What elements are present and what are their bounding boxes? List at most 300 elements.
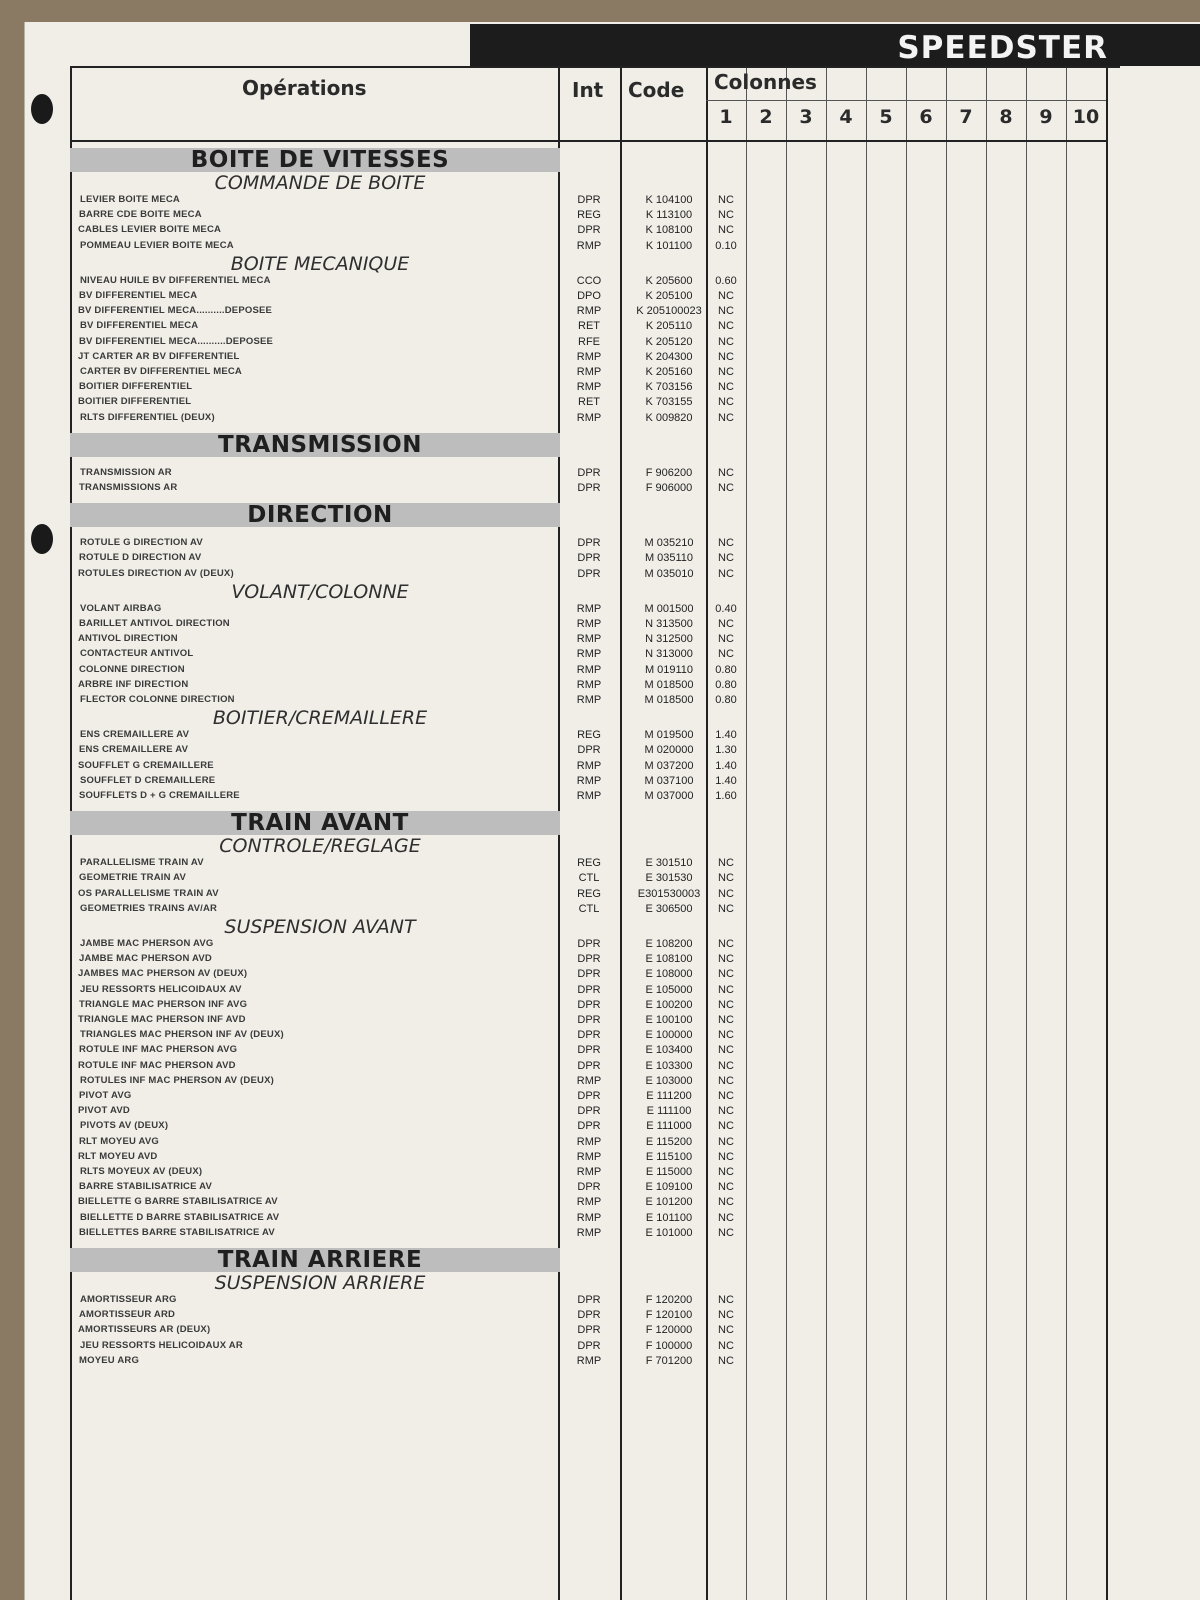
column-number-8: 8 bbox=[999, 106, 1013, 128]
operation-label: NIVEAU HUILE BV DIFFERENTIEL MECA bbox=[80, 274, 271, 286]
int-code: DPR bbox=[577, 567, 601, 580]
int-code: DPR bbox=[577, 968, 601, 981]
operation-code: K 205600 bbox=[645, 274, 693, 287]
operation-code: F 120200 bbox=[645, 1294, 693, 1306]
int-code: DPR bbox=[577, 466, 601, 479]
section-subtitle: COMMANDE DE BOITE bbox=[214, 172, 426, 194]
column-1-value: NC bbox=[718, 350, 734, 363]
operation-code: M 037000 bbox=[644, 790, 694, 802]
int-code: REG bbox=[577, 887, 601, 900]
int-code: CTL bbox=[578, 902, 600, 915]
operation-label: ANTIVOL DIRECTION bbox=[78, 633, 178, 645]
operation-code: N 313500 bbox=[645, 618, 693, 630]
int-code: RMP bbox=[576, 1074, 602, 1087]
column-1-value: NC bbox=[718, 552, 734, 565]
table-row bbox=[0, 552, 1176, 567]
operation-code: E 109100 bbox=[645, 1181, 693, 1194]
table-row bbox=[0, 679, 1176, 694]
column-1-value: NC bbox=[718, 1166, 734, 1178]
operation-label: CARTER BV DIFFERENTIEL MECA bbox=[80, 366, 242, 377]
operation-label: RLTS MOYEUX AV (DEUX) bbox=[80, 1166, 203, 1177]
operation-code: K 101100 bbox=[645, 239, 693, 252]
operation-label: BARRE STABILISATRICE AV bbox=[79, 1181, 213, 1193]
column-1-value: NC bbox=[718, 537, 734, 550]
operation-label: POMMEAU LEVIER BOITE MECA bbox=[80, 239, 234, 251]
operation-label: TRIANGLES MAC PHERSON INF AV (DEUX) bbox=[80, 1029, 284, 1041]
operation-code: E 101200 bbox=[645, 1196, 693, 1209]
operation-label: GEOMETRIES TRAINS AV/AR bbox=[80, 902, 218, 914]
operation-label: JAMBES MAC PHERSON AV (DEUX) bbox=[78, 968, 248, 980]
column-number-5: 5 bbox=[879, 106, 893, 128]
table-row bbox=[0, 1181, 1176, 1196]
column-1-value: NC bbox=[718, 1105, 734, 1118]
int-code: REG bbox=[577, 857, 601, 870]
column-1-value: 1.40 bbox=[715, 759, 737, 772]
int-code: RMP bbox=[576, 759, 602, 772]
column-1-value: 0.40 bbox=[715, 602, 737, 615]
column-1-value: NC bbox=[718, 1044, 734, 1057]
operation-code: K 104100 bbox=[645, 194, 693, 206]
operation-code: E 100000 bbox=[645, 1029, 693, 1042]
header-colonnes: Colonnes bbox=[714, 70, 817, 94]
operation-code: E 115200 bbox=[645, 1135, 693, 1148]
int-code: RMP bbox=[576, 1354, 602, 1367]
operation-label: TRANSMISSION AR bbox=[80, 466, 172, 478]
section-title: TRAIN ARRIERE bbox=[217, 1247, 423, 1273]
int-code: RMP bbox=[576, 239, 602, 252]
int-code: RMP bbox=[576, 1211, 602, 1224]
operation-code: E 301510 bbox=[645, 857, 693, 870]
int-code: RMP bbox=[576, 774, 602, 787]
operation-code: F 120100 bbox=[645, 1309, 693, 1322]
operation-code: E 105000 bbox=[645, 983, 693, 996]
table-row bbox=[0, 1029, 1176, 1044]
int-code: RMP bbox=[576, 694, 602, 706]
int-code: DPR bbox=[577, 482, 601, 494]
operation-code: K 113100 bbox=[645, 209, 693, 222]
colonnes-rule bbox=[706, 100, 1106, 101]
column-1-value: NC bbox=[718, 1226, 734, 1239]
column-1-value: 0.10 bbox=[715, 239, 737, 252]
column-1-value: NC bbox=[718, 1090, 734, 1102]
operation-code: E 100100 bbox=[645, 1014, 693, 1026]
int-code: DPR bbox=[577, 1059, 601, 1072]
column-1-value: NC bbox=[718, 482, 734, 494]
operation-label: AMORTISSEUR ARD bbox=[79, 1309, 176, 1321]
column-1-value: NC bbox=[718, 194, 734, 206]
operation-code: K 108100 bbox=[645, 224, 693, 237]
operation-label: PARALLELISME TRAIN AV bbox=[80, 857, 204, 869]
table-row bbox=[0, 1075, 1176, 1090]
table-row bbox=[0, 1340, 1176, 1355]
table-row bbox=[0, 664, 1176, 679]
column-1-value: 0.80 bbox=[715, 663, 737, 676]
operation-code: M 018500 bbox=[644, 678, 694, 691]
operation-label: VOLANT AIRBAG bbox=[80, 602, 162, 614]
column-1-value: 1.60 bbox=[715, 790, 737, 802]
column-1-value: NC bbox=[718, 209, 734, 222]
column-1-value: NC bbox=[718, 396, 734, 409]
int-code: RMP bbox=[576, 790, 602, 802]
operation-code: E 301530 bbox=[645, 872, 693, 885]
column-1-value: NC bbox=[718, 1294, 734, 1306]
int-code: DPR bbox=[577, 1105, 601, 1118]
table-row bbox=[0, 984, 1176, 999]
operation-label: LEVIER BOITE MECA bbox=[80, 194, 180, 205]
column-1-value: NC bbox=[718, 1014, 734, 1026]
table-row bbox=[0, 744, 1176, 759]
header-bottom-rule bbox=[72, 140, 1106, 142]
table-row bbox=[0, 1196, 1176, 1211]
section-subtitle: VOLANT/COLONNE bbox=[231, 580, 409, 603]
operation-label: BV DIFFERENTIEL MECA..........DEPOSEE bbox=[79, 335, 274, 347]
section-subtitle: CONTROLE/REGLAGE bbox=[219, 835, 421, 858]
column-1-value: NC bbox=[718, 567, 734, 580]
table-row bbox=[0, 412, 1176, 427]
section-subtitle: BOITIER/CREMAILLERE bbox=[212, 707, 428, 730]
operation-code: M 018500 bbox=[644, 694, 694, 706]
operation-label: ROTULES INF MAC PHERSON AV (DEUX) bbox=[80, 1074, 274, 1086]
column-1-value: NC bbox=[718, 381, 734, 394]
section-subtitle: BOITE MECANIQUE bbox=[230, 252, 410, 275]
operation-code: N 312500 bbox=[645, 633, 693, 646]
column-1-value: NC bbox=[718, 1150, 734, 1163]
column-1-value: 0.80 bbox=[715, 694, 737, 706]
operation-label: BV DIFFERENTIEL MECA bbox=[80, 320, 199, 332]
operation-code: M 019500 bbox=[644, 729, 694, 742]
operation-code: K 205120 bbox=[645, 335, 693, 348]
int-code: DPR bbox=[577, 1339, 601, 1352]
int-code: REG bbox=[577, 729, 601, 742]
table-row bbox=[0, 648, 1176, 663]
operation-label: RLTS DIFFERENTIEL (DEUX) bbox=[80, 411, 215, 423]
operation-label: BIELLETTES BARRE STABILISATRICE AV bbox=[79, 1226, 275, 1238]
int-code: DPR bbox=[577, 1029, 601, 1042]
column-1-value: NC bbox=[718, 887, 734, 900]
operation-label: JT CARTER AR BV DIFFERENTIEL bbox=[78, 350, 240, 362]
operation-code: K 204300 bbox=[645, 350, 693, 363]
table-row bbox=[0, 336, 1176, 351]
int-code: DPO bbox=[577, 290, 601, 302]
operation-code: F 906200 bbox=[645, 466, 693, 479]
table-row bbox=[0, 396, 1176, 411]
column-1-value: NC bbox=[718, 857, 734, 870]
binder-hole-top bbox=[31, 94, 53, 124]
column-1-value: NC bbox=[718, 466, 734, 479]
operation-code: E 111200 bbox=[646, 1090, 692, 1102]
operation-code: E 101100 bbox=[645, 1211, 693, 1224]
section-subtitle: SUSPENSION AVANT bbox=[224, 916, 416, 938]
table-row bbox=[0, 1014, 1176, 1029]
operation-code: E 108200 bbox=[645, 938, 693, 950]
table-row bbox=[0, 1151, 1176, 1166]
int-code: RMP bbox=[576, 1135, 602, 1148]
int-code: RET bbox=[578, 396, 600, 409]
int-code: RMP bbox=[576, 305, 602, 318]
operation-label: ROTULES DIRECTION AV (DEUX) bbox=[78, 567, 234, 579]
header-operations: Opérations bbox=[242, 76, 367, 100]
table-row bbox=[0, 209, 1176, 224]
column-number-6: 6 bbox=[919, 106, 933, 128]
column-1-value: NC bbox=[718, 998, 734, 1011]
operation-code: F 100000 bbox=[645, 1339, 693, 1352]
operation-code: E 103300 bbox=[645, 1059, 693, 1072]
column-1-value: NC bbox=[718, 1059, 734, 1072]
header-int: Int bbox=[572, 78, 604, 102]
operation-label: ROTULE D DIRECTION AV bbox=[79, 552, 202, 564]
operation-label: SOUFFLETS D + G CREMAILLERE bbox=[79, 790, 240, 801]
operation-label: ENS CREMAILLERE AV bbox=[80, 729, 190, 741]
operation-code: M 037100 bbox=[644, 774, 694, 787]
table-row bbox=[0, 872, 1176, 887]
section-title: TRANSMISSION bbox=[218, 431, 422, 458]
column-1-value: 1.40 bbox=[715, 774, 737, 787]
operation-label: TRIANGLE MAC PHERSON INF AVD bbox=[78, 1014, 246, 1025]
operation-label: FLECTOR COLONNE DIRECTION bbox=[80, 694, 235, 705]
int-code: RMP bbox=[576, 411, 602, 424]
operation-label: SOUFFLET D CREMAILLERE bbox=[80, 774, 216, 786]
operation-code: K 703155 bbox=[645, 396, 693, 409]
column-1-value: NC bbox=[718, 1354, 734, 1367]
operation-code: F 906000 bbox=[645, 482, 693, 494]
operation-code: E 101000 bbox=[645, 1226, 693, 1239]
column-1-value: NC bbox=[718, 633, 734, 646]
table-row bbox=[0, 603, 1176, 618]
table-row bbox=[0, 953, 1176, 968]
operation-label: JEU RESSORTS HELICOIDAUX AV bbox=[80, 983, 242, 995]
operation-label: PIVOT AVG bbox=[79, 1090, 132, 1101]
table-row bbox=[0, 1166, 1176, 1181]
column-1-value: NC bbox=[718, 1339, 734, 1352]
int-code: RMP bbox=[576, 381, 602, 394]
table-row bbox=[0, 1090, 1176, 1105]
operation-code: M 037200 bbox=[644, 759, 694, 772]
table-row bbox=[0, 1105, 1176, 1120]
table-row bbox=[0, 1324, 1176, 1339]
operation-label: CABLES LEVIER BOITE MECA bbox=[78, 224, 222, 236]
operation-code: F 120000 bbox=[645, 1324, 693, 1337]
column-1-value: NC bbox=[718, 648, 734, 661]
table-row bbox=[0, 790, 1176, 805]
column-1-value: NC bbox=[718, 411, 734, 424]
int-code: DPR bbox=[577, 1014, 601, 1026]
operation-label: BOITIER DIFFERENTIEL bbox=[78, 396, 192, 408]
operation-code: E 103400 bbox=[645, 1044, 693, 1057]
table-row bbox=[0, 194, 1176, 209]
int-code: RMP bbox=[576, 648, 602, 661]
int-code: DPR bbox=[577, 983, 601, 996]
operation-label: BV DIFFERENTIEL MECA..........DEPOSEE bbox=[78, 305, 273, 317]
int-code: DPR bbox=[577, 1044, 601, 1057]
column-1-value: NC bbox=[718, 1196, 734, 1209]
brand-title: SPEEDSTER bbox=[897, 30, 1108, 66]
operation-code: K 009820 bbox=[645, 411, 693, 424]
table-row bbox=[0, 1136, 1176, 1151]
column-number-7: 7 bbox=[959, 106, 973, 128]
brand-banner bbox=[470, 24, 1200, 66]
section-title: DIRECTION bbox=[247, 502, 393, 529]
operation-label: BIELLETTE G BARRE STABILISATRICE AV bbox=[78, 1196, 278, 1208]
int-code: DPR bbox=[577, 194, 601, 206]
int-code: RMP bbox=[576, 618, 602, 630]
column-1-value: 0.60 bbox=[715, 274, 737, 287]
operation-label: PIVOT AVD bbox=[78, 1105, 130, 1117]
operation-label: RLT MOYEU AVD bbox=[78, 1150, 158, 1162]
table-row bbox=[0, 467, 1176, 482]
operation-code: E301530003 bbox=[637, 887, 701, 900]
table-row bbox=[0, 857, 1176, 872]
column-1-value: NC bbox=[718, 983, 734, 996]
operation-label: AMORTISSEURS AR (DEUX) bbox=[78, 1324, 211, 1336]
int-code: RMP bbox=[576, 1166, 602, 1178]
operation-code: K 205160 bbox=[645, 366, 693, 378]
int-code: RMP bbox=[576, 602, 602, 615]
column-1-value: NC bbox=[718, 1029, 734, 1042]
operation-label: OS PARALLELISME TRAIN AV bbox=[78, 887, 219, 899]
header-code: Code bbox=[628, 78, 685, 102]
operation-code: M 035110 bbox=[644, 552, 694, 565]
operation-code: E 108000 bbox=[645, 968, 693, 981]
operation-code: M 019110 bbox=[644, 663, 694, 676]
table-row bbox=[0, 320, 1176, 335]
column-1-value: NC bbox=[718, 1135, 734, 1148]
operation-code: F 701200 bbox=[645, 1354, 693, 1367]
column-1-value: NC bbox=[718, 305, 734, 318]
int-code: RMP bbox=[576, 678, 602, 691]
operation-code: K 703156 bbox=[645, 381, 693, 394]
operation-code: K 205100 bbox=[645, 290, 693, 302]
operation-code: N 313000 bbox=[645, 648, 693, 661]
table-row bbox=[0, 1294, 1176, 1309]
column-1-value: NC bbox=[718, 1324, 734, 1337]
operation-label: TRIANGLE MAC PHERSON INF AVG bbox=[79, 998, 248, 1010]
table-row bbox=[0, 1044, 1176, 1059]
table-row bbox=[0, 1120, 1176, 1135]
int-code: DPR bbox=[577, 1120, 601, 1133]
operation-label: MOYEU ARG bbox=[79, 1354, 140, 1366]
column-1-value: NC bbox=[718, 335, 734, 348]
column-1-value: NC bbox=[718, 1309, 734, 1322]
int-code: DPR bbox=[577, 1181, 601, 1194]
column-1-value: NC bbox=[718, 1211, 734, 1224]
table-row bbox=[0, 305, 1176, 320]
operation-label: BOITIER DIFFERENTIEL bbox=[79, 381, 193, 393]
table-row bbox=[0, 482, 1176, 497]
int-code: RET bbox=[578, 320, 600, 333]
column-number-9: 9 bbox=[1039, 106, 1053, 128]
column-1-value: NC bbox=[718, 1181, 734, 1194]
int-code: DPR bbox=[577, 953, 601, 966]
column-1-value: NC bbox=[718, 968, 734, 981]
column-1-value: NC bbox=[718, 618, 734, 630]
section-title: BOITE DE VITESSES bbox=[190, 147, 450, 173]
column-1-value: 1.40 bbox=[715, 729, 737, 742]
int-code: RMP bbox=[576, 366, 602, 378]
table-row bbox=[0, 1212, 1176, 1227]
column-1-value: 0.80 bbox=[715, 678, 737, 691]
operation-label: CONTACTEUR ANTIVOL bbox=[80, 648, 194, 660]
table-row bbox=[0, 1227, 1176, 1242]
table-row bbox=[0, 275, 1176, 290]
operation-label: BV DIFFERENTIEL MECA bbox=[79, 290, 198, 301]
column-1-value: NC bbox=[718, 953, 734, 966]
int-code: DPR bbox=[577, 1324, 601, 1337]
operation-label: BARRE CDE BOITE MECA bbox=[79, 209, 202, 221]
operation-label: BARILLET ANTIVOL DIRECTION bbox=[79, 618, 230, 629]
operation-code: M 035010 bbox=[644, 567, 694, 580]
int-code: RMP bbox=[576, 1226, 602, 1239]
int-code: REG bbox=[577, 209, 601, 222]
operation-label: ROTULE G DIRECTION AV bbox=[80, 537, 203, 549]
column-1-value: NC bbox=[718, 902, 734, 915]
operation-code: K 205100023 bbox=[636, 305, 702, 318]
column-1-value: NC bbox=[718, 320, 734, 333]
column-number-4: 4 bbox=[839, 106, 853, 128]
operation-label: ENS CREMAILLERE AV bbox=[79, 744, 189, 756]
table-row bbox=[0, 537, 1176, 552]
operation-label: JAMBE MAC PHERSON AVD bbox=[79, 953, 212, 965]
operation-label: AMORTISSEUR ARG bbox=[80, 1294, 177, 1305]
int-code: DPR bbox=[577, 1309, 601, 1322]
table-row bbox=[0, 1309, 1176, 1324]
table-row bbox=[0, 633, 1176, 648]
table-row bbox=[0, 968, 1176, 983]
int-code: DPR bbox=[577, 537, 601, 550]
operation-code: E 100200 bbox=[645, 998, 693, 1011]
operation-label: JAMBE MAC PHERSON AVG bbox=[80, 938, 214, 949]
operation-code: E 115000 bbox=[645, 1166, 693, 1178]
table-row bbox=[0, 351, 1176, 366]
column-number-1: 1 bbox=[719, 106, 733, 128]
table-row bbox=[0, 729, 1176, 744]
table-row bbox=[0, 999, 1176, 1014]
int-code: DPR bbox=[577, 1294, 601, 1306]
table-row bbox=[0, 938, 1176, 953]
table-row bbox=[0, 618, 1176, 633]
operation-label: RLT MOYEU AVG bbox=[79, 1135, 160, 1147]
int-code: DPR bbox=[577, 1090, 601, 1102]
table-row bbox=[0, 760, 1176, 775]
operation-label: SOUFFLET G CREMAILLERE bbox=[78, 759, 214, 771]
table-row bbox=[0, 224, 1176, 239]
operation-label: ARBRE INF DIRECTION bbox=[78, 678, 189, 690]
table-row bbox=[0, 1060, 1176, 1075]
operation-label: COLONNE DIRECTION bbox=[79, 663, 185, 675]
column-1-value: NC bbox=[718, 872, 734, 885]
operation-code: E 111100 bbox=[646, 1105, 692, 1118]
column-1-value: NC bbox=[718, 290, 734, 302]
int-code: DPR bbox=[577, 744, 601, 757]
operation-label: GEOMETRIE TRAIN AV bbox=[79, 872, 187, 884]
int-code: DPR bbox=[577, 552, 601, 565]
int-code: RMP bbox=[576, 663, 602, 676]
operation-code: M 020000 bbox=[644, 744, 694, 757]
column-1-value: NC bbox=[718, 366, 734, 378]
int-code: DPR bbox=[577, 224, 601, 237]
section-title: TRAIN AVANT bbox=[231, 810, 409, 837]
operation-code: M 001500 bbox=[644, 602, 694, 615]
operation-code: E 115100 bbox=[645, 1150, 693, 1163]
column-1-value: NC bbox=[718, 938, 734, 950]
operation-label: TRANSMISSIONS AR bbox=[79, 482, 178, 493]
operation-label: PIVOTS AV (DEUX) bbox=[80, 1120, 169, 1132]
table-row bbox=[0, 1355, 1176, 1370]
int-code: CTL bbox=[578, 872, 600, 885]
table-row bbox=[0, 381, 1176, 396]
column-1-value: NC bbox=[718, 1074, 734, 1087]
operation-label: ROTULE INF MAC PHERSON AVD bbox=[78, 1059, 236, 1071]
operation-label: JEU RESSORTS HELICOIDAUX AR bbox=[80, 1339, 243, 1351]
